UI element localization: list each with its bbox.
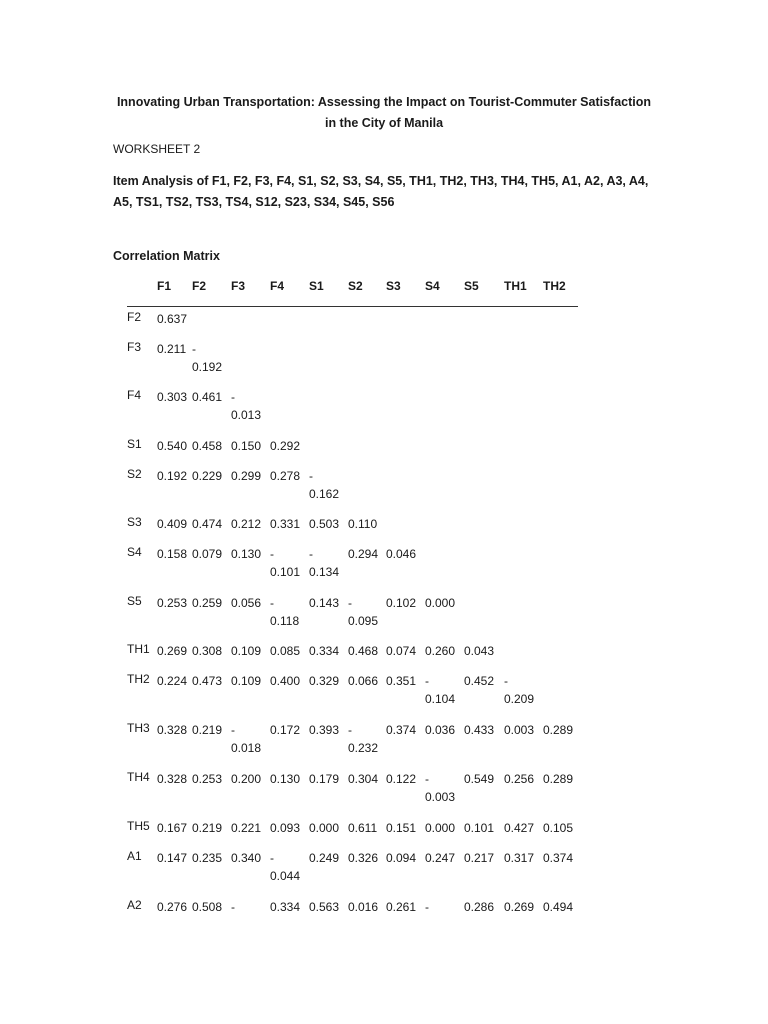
matrix-cell: 0.473 xyxy=(192,674,223,688)
column-header: F4 xyxy=(270,279,285,293)
matrix-cell: 0.167 xyxy=(157,821,188,835)
column-header: S1 xyxy=(309,279,324,293)
matrix-cell: 0.269 xyxy=(504,900,535,914)
matrix-cell: 0.286 xyxy=(464,900,495,914)
matrix-cell: 0.043 xyxy=(464,644,495,658)
row-label: S4 xyxy=(127,545,142,559)
matrix-cell: - 0.104 xyxy=(425,674,456,706)
matrix-cell: 0.474 xyxy=(192,517,223,531)
row-label: TH2 xyxy=(127,672,150,686)
matrix-cell: 0.304 xyxy=(348,772,379,786)
column-header: F1 xyxy=(157,279,172,293)
matrix-cell: 0.192 xyxy=(157,469,188,483)
matrix-cell: 0.611 xyxy=(348,821,378,835)
matrix-cell: - 0.095 xyxy=(348,596,379,628)
matrix-cell: 0.143 xyxy=(309,596,340,610)
row-label: S5 xyxy=(127,594,142,608)
matrix-cell: 0.079 xyxy=(192,547,223,561)
column-header: S4 xyxy=(425,279,440,293)
correlation-matrix-table xyxy=(127,279,578,914)
matrix-cell: 0.000 xyxy=(309,821,340,835)
matrix-cell: - 0.118 xyxy=(270,596,300,628)
matrix-cell: 0.200 xyxy=(231,772,262,786)
matrix-cell: 0.427 xyxy=(504,821,535,835)
row-label: S2 xyxy=(127,467,142,481)
row-label: A2 xyxy=(127,898,142,912)
matrix-cell: 0.056 xyxy=(231,596,262,610)
matrix-cell: 0.326 xyxy=(348,851,379,865)
row-label: TH5 xyxy=(127,819,150,833)
matrix-cell: 0.458 xyxy=(192,439,223,453)
matrix-cell: 0.452 xyxy=(464,674,495,688)
matrix-cell: 0.221 xyxy=(231,821,262,835)
column-header: TH2 xyxy=(543,279,566,293)
matrix-cell: 0.093 xyxy=(270,821,301,835)
matrix-cell: 0.351 xyxy=(386,674,417,688)
matrix-cell: 0.334 xyxy=(270,900,301,914)
matrix-cell: 0.494 xyxy=(543,900,574,914)
matrix-cell: 0.016 xyxy=(348,900,379,914)
matrix-cell: 0.299 xyxy=(231,469,262,483)
matrix-cell: 0.276 xyxy=(157,900,188,914)
matrix-cell: 0.409 xyxy=(157,517,188,531)
matrix-cell: 0.105 xyxy=(543,821,574,835)
matrix-cell: 0.329 xyxy=(309,674,340,688)
matrix-cell: 0.317 xyxy=(504,851,535,865)
matrix-cell: 0.508 xyxy=(192,900,223,914)
matrix-cell: 0.094 xyxy=(386,851,417,865)
item-analysis-heading: Item Analysis of F1, F2, F3, F4, S1, S2, S3, S4, S5, TH1, TH2, TH3, TH4, TH5, A1, A2, A3, A4, A5, TS1, TS2, TS3, TS4, S12, S23, S34, S45, S56 xyxy=(113,174,649,209)
row-label: F4 xyxy=(127,388,142,402)
matrix-cell: - 0.013 xyxy=(231,390,262,422)
matrix-cell: 0.289 xyxy=(543,723,574,737)
matrix-cell: 0.292 xyxy=(270,439,301,453)
matrix-cell: - 0.232 xyxy=(348,723,379,755)
matrix-cell: 0.256 xyxy=(504,772,535,786)
matrix-cell: 0.334 xyxy=(309,644,340,658)
matrix-cell: 0.212 xyxy=(231,517,262,531)
matrix-cell: 0.003 xyxy=(504,723,535,737)
matrix-cell: 0.101 xyxy=(464,821,495,835)
matrix-cell: - 0.134 xyxy=(309,547,340,579)
matrix-cell: - 0.101 xyxy=(270,547,301,579)
matrix-cell: 0.328 xyxy=(157,772,188,786)
matrix-cell: 0.331 xyxy=(270,517,301,531)
matrix-cell: 0.066 xyxy=(348,674,379,688)
column-header: TH1 xyxy=(504,279,527,293)
matrix-cell: 0.540 xyxy=(157,439,188,453)
matrix-cell: 0.393 xyxy=(309,723,340,737)
row-label: A1 xyxy=(127,849,142,863)
matrix-cell: 0.374 xyxy=(386,723,417,737)
matrix-cell: - 0.003 xyxy=(425,772,456,804)
matrix-cell: 0.374 xyxy=(543,851,574,865)
row-label: S3 xyxy=(127,515,142,529)
row-label: TH4 xyxy=(127,770,150,784)
matrix-cell: 0.294 xyxy=(348,547,379,561)
matrix-cell: - 0.209 xyxy=(504,674,535,706)
matrix-cell: 0.211 xyxy=(157,342,187,356)
matrix-cell: 0.217 xyxy=(464,851,495,865)
matrix-cell: - 0.162 xyxy=(309,469,340,501)
column-header: S5 xyxy=(464,279,479,293)
matrix-cell: 0.150 xyxy=(231,439,262,453)
matrix-cell: 0.340 xyxy=(231,851,262,865)
matrix-cell: 0.130 xyxy=(231,547,262,561)
worksheet-label: WORKSHEET 2 xyxy=(113,142,201,156)
matrix-cell: 0.308 xyxy=(192,644,223,658)
matrix-cell: 0.278 xyxy=(270,469,301,483)
matrix-cell: 0.000 xyxy=(425,821,456,835)
matrix-cell: 0.503 xyxy=(309,517,340,531)
matrix-cell: 0.151 xyxy=(386,821,417,835)
matrix-cell: 0.637 xyxy=(157,312,188,326)
row-label: TH1 xyxy=(127,642,150,656)
matrix-cell: 0.224 xyxy=(157,674,188,688)
matrix-cell: 0.109 xyxy=(231,644,262,658)
matrix-cell: 0.000 xyxy=(425,596,456,610)
matrix-cell: 0.122 xyxy=(386,772,417,786)
column-header: S3 xyxy=(386,279,401,293)
matrix-cell: - 0.044 xyxy=(270,851,301,883)
matrix-cell: 0.219 xyxy=(192,821,223,835)
matrix-cell: 0.247 xyxy=(425,851,456,865)
matrix-cell: 0.328 xyxy=(157,723,188,737)
row-label: TH3 xyxy=(127,721,150,735)
matrix-cell: - 0.018 xyxy=(231,723,262,755)
matrix-cell: 0.109 xyxy=(231,674,262,688)
matrix-cell: 0.102 xyxy=(386,596,417,610)
column-header: F3 xyxy=(231,279,246,293)
column-header: F2 xyxy=(192,279,207,293)
matrix-cell: 0.074 xyxy=(386,644,417,658)
matrix-cell: 0.260 xyxy=(425,644,456,658)
matrix-cell: 0.461 xyxy=(192,390,223,404)
matrix-cell: 0.303 xyxy=(157,390,188,404)
matrix-cell: 0.046 xyxy=(386,547,417,561)
matrix-header-row xyxy=(127,279,578,307)
matrix-cell: 0.259 xyxy=(192,596,223,610)
column-header: S2 xyxy=(348,279,363,293)
matrix-cell: 0.158 xyxy=(157,547,188,561)
matrix-cell: 0.235 xyxy=(192,851,223,865)
matrix-cell: 0.147 xyxy=(157,851,188,865)
matrix-cell: 0.261 xyxy=(386,900,417,914)
matrix-cell: 0.468 xyxy=(348,644,379,658)
document-title: Innovating Urban Transportation: Assessing the Impact on Tourist-Commuter Satisfaction in the City of Manila xyxy=(116,95,652,130)
matrix-cell: 0.036 xyxy=(425,723,456,737)
matrix-cell: 0.400 xyxy=(270,674,301,688)
matrix-cell: 0.229 xyxy=(192,469,223,483)
matrix-cell: - xyxy=(231,900,235,914)
matrix-cell: 0.549 xyxy=(464,772,495,786)
matrix-cell: 0.269 xyxy=(157,644,188,658)
matrix-cell: 0.130 xyxy=(270,772,301,786)
correlation-matrix-heading: Correlation Matrix xyxy=(113,249,220,263)
matrix-cell: 0.219 xyxy=(192,723,223,737)
row-label: F3 xyxy=(127,340,142,354)
matrix-cell: 0.172 xyxy=(270,723,301,737)
matrix-cell: 0.110 xyxy=(348,517,378,531)
row-label: S1 xyxy=(127,437,142,451)
row-label: F2 xyxy=(127,310,142,324)
matrix-cell: 0.249 xyxy=(309,851,340,865)
matrix-cell: - xyxy=(425,900,429,914)
matrix-cell: - 0.192 xyxy=(192,342,223,374)
matrix-cell: 0.563 xyxy=(309,900,340,914)
matrix-cell: 0.179 xyxy=(309,772,340,786)
matrix-cell: 0.253 xyxy=(157,596,188,610)
matrix-cell: 0.085 xyxy=(270,644,301,658)
matrix-cell: 0.289 xyxy=(543,772,574,786)
matrix-cell: 0.433 xyxy=(464,723,495,737)
matrix-cell: 0.253 xyxy=(192,772,223,786)
